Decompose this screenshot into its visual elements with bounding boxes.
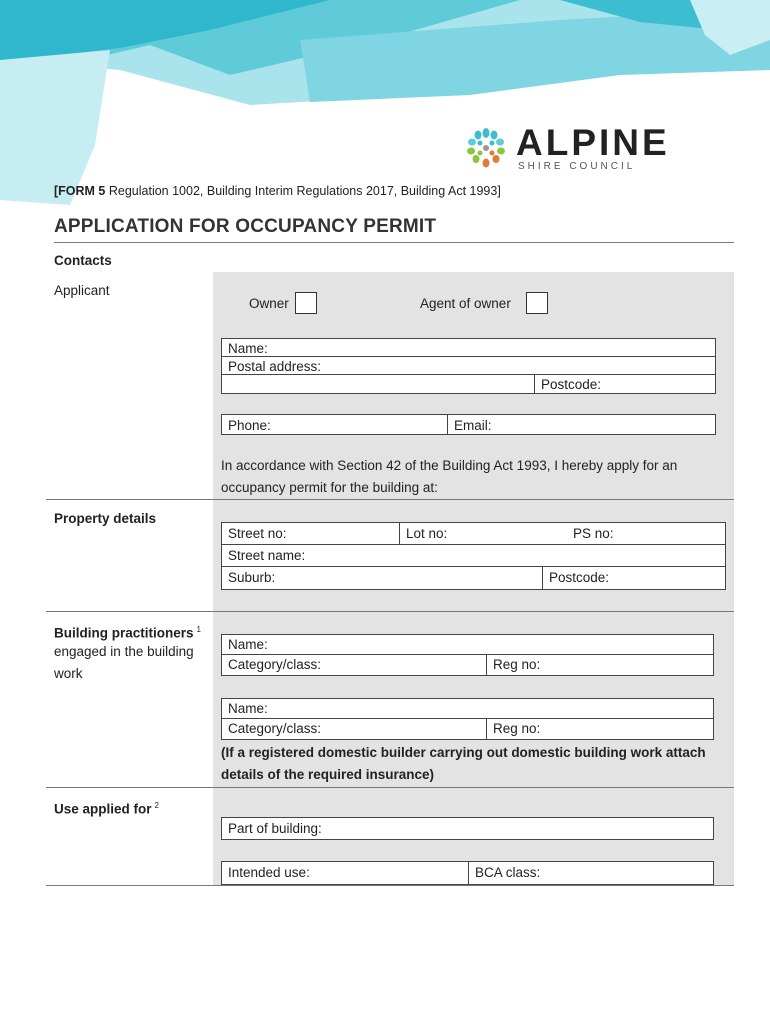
use-applied-title: Use applied for	[54, 801, 152, 817]
logo-subtitle: SHIRE COUNCIL	[518, 161, 636, 172]
property-details-box	[221, 522, 726, 590]
street-name-field[interactable]: Street name:	[228, 548, 306, 563]
use-applied-heading	[54, 795, 159, 821]
flower-logo-icon	[458, 120, 514, 176]
property-details-heading: Property details	[54, 511, 157, 526]
applicant-postcode-field[interactable]: Postcode:	[541, 377, 602, 392]
practitioner-2-category-field[interactable]: Category/class:	[228, 721, 322, 736]
phone-field[interactable]: Phone:	[228, 418, 271, 433]
practitioner-2-name-field[interactable]: Name:	[228, 701, 268, 716]
form-number: [FORM 5	[54, 184, 106, 198]
postal-address-field[interactable]: Postal address:	[228, 359, 322, 374]
property-postcode-field[interactable]: Postcode:	[549, 570, 610, 585]
street-no-field[interactable]: Street no:	[228, 526, 287, 541]
suburb-field[interactable]: Suburb:	[228, 570, 276, 585]
intended-use-box	[221, 861, 714, 885]
section-divider	[46, 787, 734, 788]
contacts-heading: Contacts	[54, 253, 112, 268]
intended-use-field[interactable]: Intended use:	[228, 865, 310, 880]
applicant-name-field[interactable]: Name:	[228, 341, 268, 356]
row-divider	[222, 718, 713, 719]
footnote-marker: 2	[154, 801, 159, 810]
practitioner-1-reg-field[interactable]: Reg no:	[493, 657, 541, 672]
row-divider	[222, 544, 725, 545]
part-of-building-box	[221, 817, 714, 840]
postal-address-line2-field[interactable]	[222, 376, 534, 393]
applicant-address-box	[221, 338, 716, 394]
title-divider	[54, 242, 734, 243]
alpine-logo	[458, 120, 698, 176]
section-divider	[46, 499, 734, 500]
form-reference	[54, 184, 501, 198]
application-statement: In accordance with Section 42 of the Building Act 1993, I hereby apply for an occupancy permit for the building at:	[221, 458, 678, 495]
owner-checkbox[interactable]	[295, 292, 317, 314]
practitioner-1-box	[221, 634, 714, 676]
section-divider	[46, 885, 734, 886]
header-banner	[0, 0, 770, 210]
practitioner-1-category-field[interactable]: Category/class:	[228, 657, 322, 672]
banner-shape-light-2	[0, 50, 110, 205]
footnote-marker: 1	[196, 625, 201, 634]
logo-wordmark: ALPINE	[516, 122, 670, 163]
practitioner-2-reg-field[interactable]: Reg no:	[493, 721, 541, 736]
practitioner-2-box	[221, 698, 714, 740]
building-practitioners-title: Building practitioners	[54, 625, 194, 641]
practitioners-sublabel: engaged in the building work	[54, 644, 194, 681]
agent-of-owner-checkbox[interactable]	[526, 292, 548, 314]
bca-class-field[interactable]: BCA class:	[475, 865, 541, 880]
form-regulation: Regulation 1002, Building Interim Regulations 2017, Building Act 1993]	[105, 184, 501, 198]
row-divider	[222, 654, 713, 655]
insurance-note: (If a registered domestic builder carrying out domestic building work attach details of the required insurance)	[221, 745, 706, 782]
email-field[interactable]: Email:	[454, 418, 492, 433]
page-title: APPLICATION FOR OCCUPANCY PERMIT	[54, 216, 437, 237]
practitioner-1-name-field[interactable]: Name:	[228, 637, 268, 652]
ps-no-field[interactable]: PS no:	[573, 526, 614, 541]
owner-label: Owner	[249, 296, 289, 311]
part-of-building-field[interactable]: Part of building:	[228, 821, 322, 836]
row-divider	[222, 566, 725, 567]
contact-details-box	[221, 414, 716, 435]
applicant-label: Applicant	[54, 283, 110, 298]
agent-of-owner-label: Agent of owner	[420, 296, 511, 311]
section-divider	[46, 611, 734, 612]
lot-no-field[interactable]: Lot no:	[406, 526, 448, 541]
